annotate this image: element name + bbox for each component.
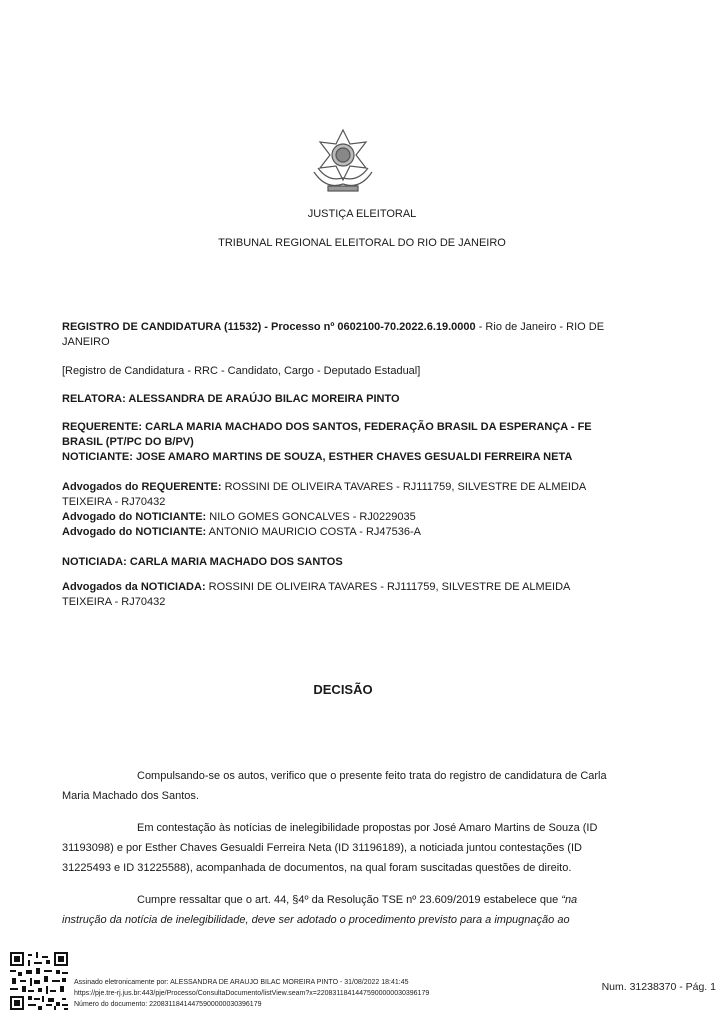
p1-line1: Compulsando-se os autos, verifico que o presente feito trata do registro de candidatura de Carla: [137, 770, 607, 782]
adv-not1-label: Advogado do NOTICIANTE:: [62, 511, 207, 523]
adv-req-value: ROSSINI DE OLIVEIRA TAVARES - RJ111759, SILVESTRE DE ALMEIDA: [221, 481, 587, 493]
noticiante-line: NOTICIANTE: JOSE AMARO MARTINS DE SOUZA, ESTHER CHAVES GESUALDI FERREIRA NETA: [62, 451, 573, 463]
adv-not2-value: ANTONIO MAURICIO COSTA - RJ47536-A: [206, 526, 421, 538]
adv-notd-line2: TEIXEIRA - RJ70432: [62, 596, 166, 608]
court-branch-title: JUSTIÇA ELEITORAL: [307, 208, 417, 220]
page-number: Num. 31238370 - Pág. 1: [601, 981, 716, 993]
adv-not2-label: Advogado do NOTICIANTE:: [62, 526, 207, 538]
decision-paragraph-3: [62, 890, 672, 930]
adv-notd-value: ROSSINI DE OLIVEIRA TAVARES - RJ111759, SILVESTRE DE ALMEIDA: [205, 581, 571, 593]
footer-signature: Assinado eletronicamente por: ALESSANDRA DE ARAUJO BILAC MOREIRA PINTO - 31/08/2022 18:41:45: [74, 979, 409, 986]
p2-line3: 31225493 e ID 31225588), acompanhada de documentos, na qual foram suscitadas questões de direito.: [62, 862, 572, 874]
footer-document-number: Número do documento: 22083118414475900000030396179: [74, 1001, 262, 1008]
requerente-line2: BRASIL (PT/PC DO B/PV): [62, 436, 194, 448]
p3-line2: instrução da notícia de inelegibilidade, deve ser adotado o procedimento previsto para a impugnação ao: [62, 914, 570, 926]
decision-heading: DECISÃO: [313, 682, 373, 697]
relatora-line: RELATORA: ALESSANDRA DE ARAÚJO BILAC MOREIRA PINTO: [62, 393, 400, 405]
qr-code-icon: [10, 952, 68, 1010]
p2-line1: Em contestação às notícias de inelegibilidade propostas por José Amaro Martins de Souza (ID: [137, 822, 598, 834]
requerente-line1: REQUERENTE: CARLA MARIA MACHADO DOS SANTOS, FEDERAÇÃO BRASIL DA ESPERANÇA - FE: [62, 421, 592, 433]
case-title-bold: REGISTRO DE CANDIDATURA (11532) - Processo nº 0602100-70.2022.6.19.0000: [62, 321, 476, 333]
case-title-rest: - Rio de Janeiro - RIO DE: [475, 321, 605, 333]
decision-paragraph-1: [62, 766, 672, 806]
adv-req-line2: TEIXEIRA - RJ70432: [62, 496, 166, 508]
adv-req-label: Advogados do REQUERENTE:: [62, 481, 222, 493]
case-title-line2: JANEIRO: [62, 336, 110, 348]
p3-line1-italic: “na: [561, 894, 578, 906]
footer-url[interactable]: https://pje.tre-rj.jus.br:443/pje/Processo/ConsultaDocumento/listView.seam?x=22083118414475900000030396179: [74, 990, 430, 997]
noticiada-line: NOTICIADA: CARLA MARIA MACHADO DOS SANTOS: [62, 556, 343, 568]
case-subject: [Registro de Candidatura - RRC - Candidato, Cargo - Deputado Estadual]: [62, 365, 421, 377]
advogados-block: [62, 480, 672, 540]
adv-notd-label: Advogados da NOTICIADA:: [62, 581, 206, 593]
adv-not1-value: NILO GOMES GONCALVES - RJ0229035: [206, 511, 416, 523]
p3-line1: Cumpre ressaltar que o art. 44, §4º da Resolução TSE nº 23.609/2019 estabelece que: [137, 894, 562, 906]
court-name-title: TRIBUNAL REGIONAL ELEITORAL DO RIO DE JANEIRO: [218, 237, 506, 249]
decision-paragraph-2: [62, 818, 672, 878]
requerente-block: [62, 420, 672, 465]
p1-line2: Maria Machado dos Santos.: [62, 790, 199, 802]
p2-line2: 31193098) e por Esther Chaves Gesualdi Ferreira Neta (ID 31196189), a noticiada juntou contestações (ID: [62, 842, 582, 854]
adv-noticiada-block: [62, 580, 672, 610]
brasao-emblem-icon: [306, 128, 380, 194]
case-title: [62, 320, 672, 350]
